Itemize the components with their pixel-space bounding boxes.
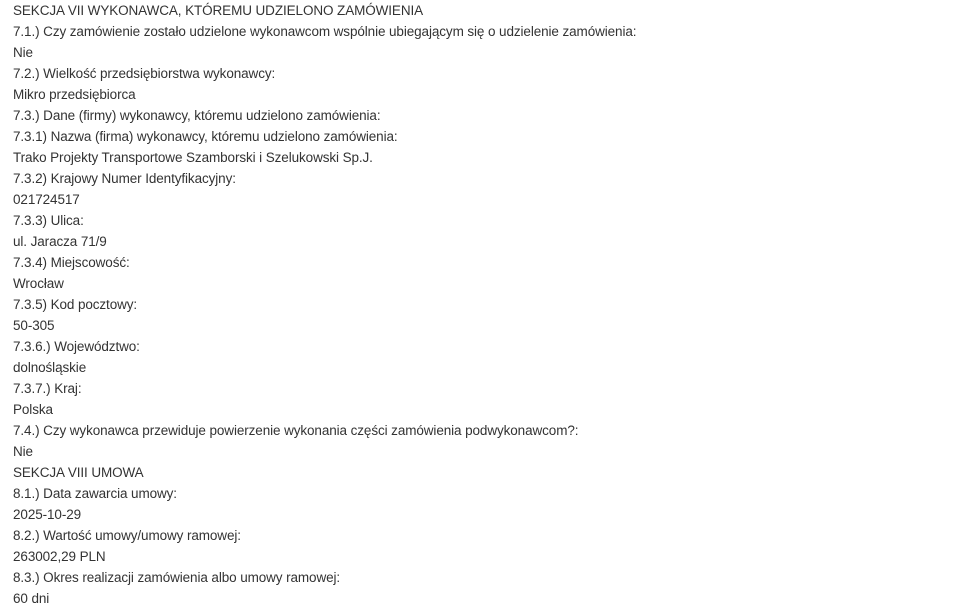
question-7-3-1: 7.3.1) Nazwa (firma) wykonawcy, któremu udzielono zamówienia: (13, 129, 398, 144)
section-viii-heading: SEKCJA VIII UMOWA (13, 465, 144, 480)
question-7-3-4: 7.3.4) Miejscowość: (13, 255, 130, 270)
answer-7-3-3: ul. Jaracza 71/9 (13, 234, 107, 249)
question-7-1: 7.1.) Czy zamówienie zostało udzielone wykonawcom wspólnie ubiegającym się o udzielenie zamówienia: (13, 24, 637, 39)
question-8-2: 8.2.) Wartość umowy/umowy ramowej: (13, 528, 241, 543)
answer-8-2: 263002,29 PLN (13, 549, 106, 564)
answer-7-3-4: Wrocław (13, 276, 64, 291)
question-7-2: 7.2.) Wielkość przedsiębiorstwa wykonawcy: (13, 66, 276, 81)
answer-8-3: 60 dni (13, 591, 50, 606)
answer-7-1: Nie (13, 45, 33, 60)
notice-document (13, 0, 636, 609)
question-8-3: 8.3.) Okres realizacji zamówienia albo umowy ramowej: (13, 570, 341, 585)
section-vii-heading: SEKCJA VII WYKONAWCA, KTÓREMU UDZIELONO ZAMÓWIENIA (13, 3, 424, 18)
question-7-4: 7.4.) Czy wykonawca przewiduje powierzenie wykonania części zamówienia podwykonawcom?: (13, 423, 579, 438)
answer-8-1: 2025-10-29 (13, 507, 82, 522)
answer-7-3-7: Polska (13, 402, 53, 417)
answer-7-3-1: Trako Projekty Transportowe Szamborski i Szelukowski Sp.J. (13, 150, 373, 165)
question-7-3-2: 7.3.2) Krajowy Numer Identyfikacyjny: (13, 171, 236, 186)
answer-7-2: Mikro przedsiębiorca (13, 87, 136, 102)
heading-7-3: 7.3.) Dane (firmy) wykonawcy, któremu udzielono zamówienia: (13, 108, 381, 123)
answer-7-3-6: dolnośląskie (13, 360, 87, 375)
question-8-1: 8.1.) Data zawarcia umowy: (13, 486, 177, 501)
answer-7-3-2: 021724517 (13, 192, 80, 207)
question-7-3-7: 7.3.7.) Kraj: (13, 381, 82, 396)
question-7-3-3: 7.3.3) Ulica: (13, 213, 84, 228)
question-7-3-5: 7.3.5) Kod pocztowy: (13, 297, 138, 312)
question-7-3-6: 7.3.6.) Województwo: (13, 339, 140, 354)
answer-7-4: Nie (13, 444, 33, 459)
answer-7-3-5: 50-305 (13, 318, 55, 333)
